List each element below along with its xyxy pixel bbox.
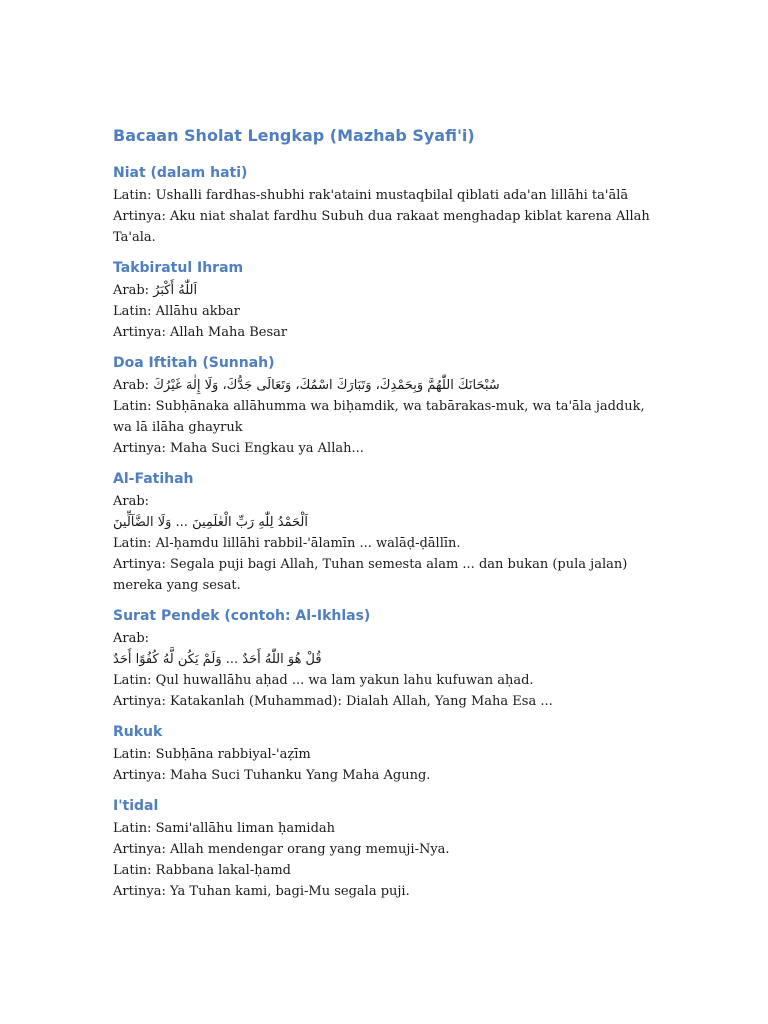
artinya-text: Artinya: Allah Maha Besar — [113, 325, 288, 340]
section-heading: I'tidal — [113, 798, 159, 814]
arabic-text: سُبْحَانَكَ اللّٰهُمَّ وَبِحَمْدِكَ، وَتَبَارَكَ اسْمُكَ، وَتَعَالَى جَدُّكَ، وَلَا إِلٰهَ غَيْرُكَ — [153, 378, 500, 393]
section-takbiratul-ihram — [113, 258, 658, 343]
section-al-fatihah — [113, 469, 658, 596]
latin-text: Latin: Qul huwallāhu aḥad ... wa lam yakun lahu kufuwan aḥad. — [113, 673, 534, 688]
section-rukuk — [113, 722, 658, 786]
section-heading: Doa Iftitah (Sunnah) — [113, 355, 275, 371]
section-heading: Surat Pendek (contoh: Al-Ikhlas) — [113, 608, 371, 624]
arab-label: Arab: — [113, 631, 150, 646]
latin-text: Latin: Ushalli fardhas-shubhi rak'ataini mustaqbilal qiblati ada'an lillāhi ta'ālā — [113, 188, 629, 203]
arab-label: Arab: — [113, 494, 150, 509]
latin-text: Latin: Subḥāna rabbiyal-'aẓīm — [113, 747, 311, 762]
section-surat-pendek — [113, 606, 658, 712]
arabic-text: اَلْحَمْدُ لِلّٰهِ رَبِّ الْعٰلَمِينَ ... وَلَا الضَّآلِّينَ — [113, 515, 309, 530]
artinya-text: Artinya: Ya Tuhan kami, bagi-Mu segala puji. — [113, 884, 410, 899]
artinya-text: Artinya: Maha Suci Engkau ya Allah... — [113, 441, 364, 456]
artinya-text: Artinya: Aku niat shalat fardhu Subuh dua rakaat menghadap kiblat karena Allah Ta'ala. — [113, 209, 650, 245]
arab-label: Arab: — [113, 378, 150, 393]
latin-text: Latin: Al-ḥamdu lillāhi rabbil-'ālamīn ... walāḍ-ḍāllīn. — [113, 536, 461, 551]
arab-label: Arab: — [113, 283, 150, 298]
artinya-text: Artinya: Allah mendengar orang yang memuji-Nya. — [113, 842, 450, 857]
artinya-text: Artinya: Segala puji bagi Allah, Tuhan semesta alam ... dan bukan (pula jalan) mereka yang sesat. — [113, 557, 628, 593]
section-heading: Al-Fatihah — [113, 471, 194, 487]
latin-text: Latin: Subḥānaka allāhumma wa biḥamdik, wa tabārakas-muk, wa ta'āla jadduk, wa lā ilāha ghayruk — [113, 399, 645, 435]
arabic-text: اَللّٰهُ أَكْبَرُ — [153, 283, 198, 298]
arab-line — [113, 280, 658, 301]
artinya-text: Artinya: Katakanlah (Muhammad): Dialah Allah, Yang Maha Esa ... — [113, 694, 553, 709]
section-doa-iftitah — [113, 353, 658, 459]
section-heading: Niat (dalam hati) — [113, 165, 248, 181]
section-itidal — [113, 796, 658, 902]
section-heading: Takbiratul Ihram — [113, 260, 244, 276]
latin-text: Latin: Rabbana lakal-ḥamd — [113, 863, 291, 878]
section-niat — [113, 163, 658, 248]
arabic-text: قُلْ هُوَ اللّٰهُ أَحَدٌ ... وَلَمْ يَكُن لَّهُ كُفُوًا أَحَدٌ — [113, 652, 322, 667]
latin-text: Latin: Sami'allāhu liman ḥamidah — [113, 821, 336, 836]
document-title: Bacaan Sholat Lengkap (Mazhab Syafi'i) — [113, 126, 475, 145]
section-heading: Rukuk — [113, 724, 163, 740]
artinya-text: Artinya: Maha Suci Tuhanku Yang Maha Agung. — [113, 768, 431, 783]
latin-text: Latin: Allāhu akbar — [113, 304, 240, 319]
arab-line — [113, 375, 658, 396]
